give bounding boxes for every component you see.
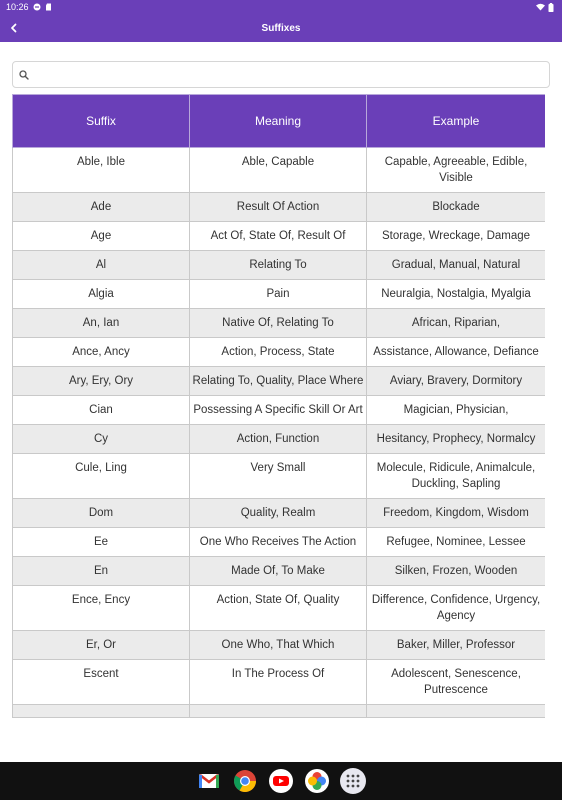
status-right	[536, 3, 556, 11]
table-row	[13, 396, 546, 425]
example-cell: Storage, Wreckage, Damage	[367, 222, 546, 251]
table-row	[13, 631, 546, 660]
suffix-cell: Ary, Ery, Ory	[13, 367, 190, 396]
suffix-cell: Ance, Ancy	[13, 338, 190, 367]
meaning-cell: Quality, Realm	[190, 499, 367, 528]
suffix-cell: Ade	[13, 193, 190, 222]
example-cell: Refugee, Nominee, Lessee	[367, 528, 546, 557]
wifi-icon	[536, 3, 544, 11]
table-row	[13, 425, 546, 454]
meaning-cell: Action, State Of, Quality	[190, 586, 367, 631]
example-cell: Magician, Physician,	[367, 396, 546, 425]
example-cell: Baker, Miller, Professor	[367, 631, 546, 660]
photos-icon[interactable]	[304, 768, 330, 794]
meaning-cell: Native Of, Relating To	[190, 309, 367, 338]
meaning-cell	[190, 705, 367, 718]
back-button[interactable]	[6, 20, 22, 36]
search-bar[interactable]	[12, 61, 550, 88]
table-row	[13, 660, 546, 705]
meaning-cell: Made Of, To Make	[190, 557, 367, 586]
meaning-cell: In The Process Of	[190, 660, 367, 705]
suffix-cell: Cy	[13, 425, 190, 454]
meaning-cell: Action, Process, State	[190, 338, 367, 367]
suffix-table	[12, 94, 545, 718]
table-row	[13, 280, 546, 309]
meaning-cell: Action, Function	[190, 425, 367, 454]
battery-icon	[548, 3, 556, 11]
suffix-cell: Algia	[13, 280, 190, 309]
suffix-cell: Able, Ible	[13, 148, 190, 193]
example-cell: Hesitancy, Prophecy, Normalcy	[367, 425, 546, 454]
chrome-icon[interactable]	[232, 768, 258, 794]
example-cell: Blockade	[367, 193, 546, 222]
meaning-cell: Able, Capable	[190, 148, 367, 193]
suffix-cell: Cian	[13, 396, 190, 425]
meaning-cell: One Who Receives The Action	[190, 528, 367, 557]
page-title: Suffixes	[261, 22, 301, 34]
header-example: Example	[367, 95, 546, 148]
example-cell: Silken, Frozen, Wooden	[367, 557, 546, 586]
meaning-cell: Act Of, State Of, Result Of	[190, 222, 367, 251]
table-row	[13, 586, 546, 631]
example-cell: Difference, Confidence, Urgency, Agency	[367, 586, 546, 631]
suffix-cell: En	[13, 557, 190, 586]
table-row	[13, 528, 546, 557]
table-row	[13, 557, 546, 586]
example-cell: Molecule, Ridicule, Animalcule, Duckling, Sapling	[367, 454, 546, 499]
table-row	[13, 251, 546, 280]
table-row	[13, 222, 546, 251]
status-bar	[0, 0, 562, 14]
app-bar	[0, 14, 562, 42]
meaning-cell: One Who, That Which	[190, 631, 367, 660]
suffix-cell: Age	[13, 222, 190, 251]
meaning-cell: Pain	[190, 280, 367, 309]
sd-card-icon	[45, 3, 53, 11]
table-row	[13, 338, 546, 367]
example-cell: Neuralgia, Nostalgia, Myalgia	[367, 280, 546, 309]
example-cell: Assistance, Allowance, Defiance	[367, 338, 546, 367]
table-row	[13, 499, 546, 528]
meaning-cell: Very Small	[190, 454, 367, 499]
example-cell	[367, 705, 546, 718]
table-header-row	[13, 95, 546, 148]
table-body	[13, 148, 546, 718]
example-cell: African, Riparian,	[367, 309, 546, 338]
table-row	[13, 148, 546, 193]
app-drawer-icon[interactable]	[340, 768, 366, 794]
suffix-cell: Cule, Ling	[13, 454, 190, 499]
search-input[interactable]	[33, 62, 549, 87]
suffix-cell: Dom	[13, 499, 190, 528]
suffix-cell: Al	[13, 251, 190, 280]
app-dock	[0, 762, 562, 800]
suffix-cell: Escent	[13, 660, 190, 705]
gmail-icon[interactable]	[196, 768, 222, 794]
meaning-cell: Relating To	[190, 251, 367, 280]
table-row	[13, 705, 546, 718]
table-row	[13, 367, 546, 396]
suffix-table-container[interactable]	[12, 94, 545, 762]
table-row	[13, 454, 546, 499]
example-cell: Aviary, Bravery, Dormitory	[367, 367, 546, 396]
example-cell: Gradual, Manual, Natural	[367, 251, 546, 280]
suffix-cell: Ee	[13, 528, 190, 557]
meaning-cell: Relating To, Quality, Place Where	[190, 367, 367, 396]
suffix-cell: Er, Or	[13, 631, 190, 660]
suffix-cell: Ence, Ency	[13, 586, 190, 631]
meaning-cell: Possessing A Specific Skill Or Art	[190, 396, 367, 425]
status-time: 10:26	[6, 2, 29, 12]
example-cell: Freedom, Kingdom, Wisdom	[367, 499, 546, 528]
notification-icon	[33, 3, 41, 11]
suffix-cell	[13, 705, 190, 718]
status-left	[6, 2, 53, 12]
chevron-left-icon	[9, 23, 19, 33]
meaning-cell: Result Of Action	[190, 193, 367, 222]
suffix-cell: An, Ian	[13, 309, 190, 338]
header-suffix: Suffix	[13, 95, 190, 148]
search-icon	[19, 70, 29, 80]
header-meaning: Meaning	[190, 95, 367, 148]
example-cell: Adolescent, Senescence, Putrescence	[367, 660, 546, 705]
table-row	[13, 193, 546, 222]
table-row	[13, 309, 546, 338]
youtube-icon[interactable]	[268, 768, 294, 794]
example-cell: Capable, Agreeable, Edible, Visible	[367, 148, 546, 193]
